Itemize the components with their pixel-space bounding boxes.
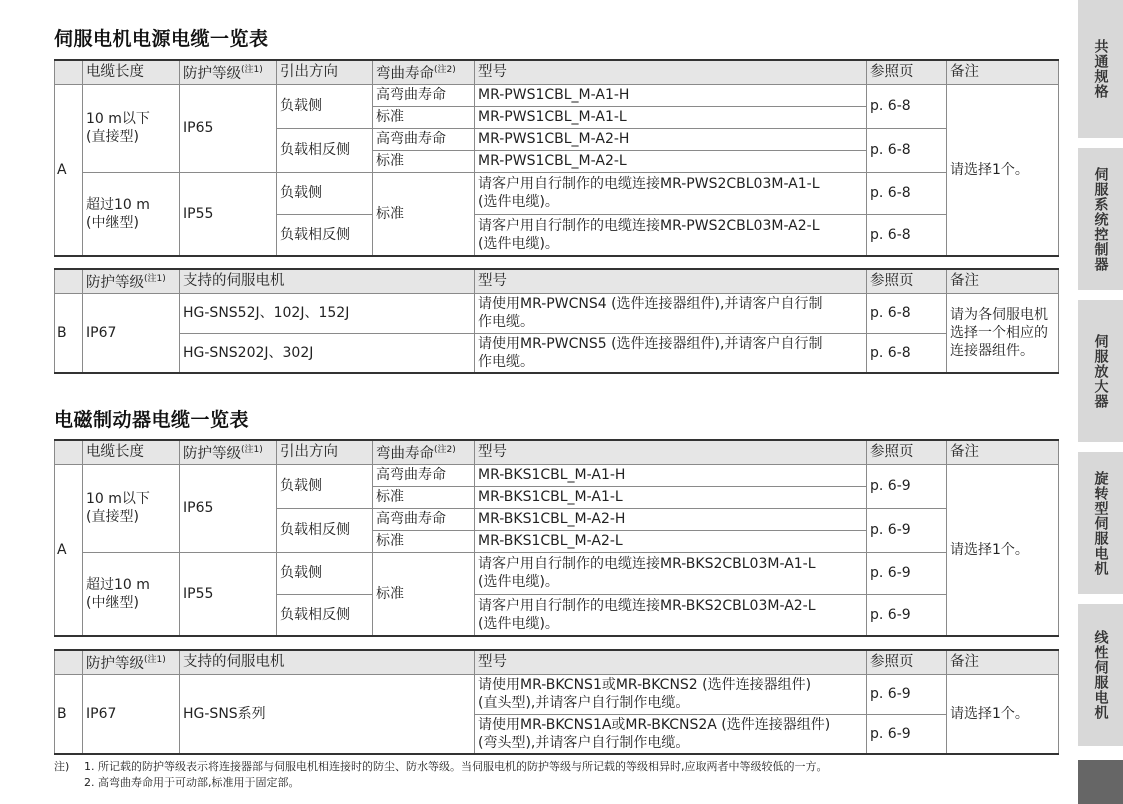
bend-high-life: 高弯曲寿命 [373, 128, 475, 150]
header-protection: 防护等级$^{(注1)}$ [180, 440, 277, 464]
header-ref-page: 参照页 [867, 60, 947, 84]
brake-cable-table-b [54, 649, 1059, 755]
header-protection: 防护等级$^{(注1)}$ [83, 650, 180, 674]
model-cell: MR-BKS1CBL_M-A1-H [475, 464, 867, 486]
header-cable-length: 电缆长度 [83, 440, 180, 464]
header-bend-life: 弯曲寿命$^{(注2)}$ [373, 60, 475, 84]
group-label-b: B [55, 293, 83, 373]
section-title-power-cable: 伺服电机电源电缆一览表 [54, 28, 269, 50]
header-model: 型号 [475, 440, 867, 464]
header-motors: 支持的伺服电机 [180, 650, 475, 674]
bend-standard: 标准 [373, 530, 475, 552]
cable-length-long: 超过10 m (中继型) [83, 172, 180, 256]
ref-page: p. 6-8 [867, 293, 947, 333]
model-cell: MR-BKS1CBL_M-A2-L [475, 530, 867, 552]
group-header-blank [55, 269, 83, 293]
direction-opposite: 负载相反侧 [277, 214, 373, 256]
supported-motor: HG-SNS202J、302J [180, 333, 475, 373]
protection-ip67: IP67 [83, 674, 180, 754]
tab-rotary-servo-motor[interactable]: 旋转型伺服电机 [1078, 452, 1123, 594]
header-model: 型号 [475, 60, 867, 84]
direction-opposite: 负载相反侧 [277, 594, 373, 636]
bend-high-life: 高弯曲寿命 [373, 508, 475, 530]
model-cell: 请使用MR-PWCNS5 (选件连接器组件),并请客户自行制 作电缆。 [475, 333, 867, 373]
header-ref-page: 参照页 [867, 269, 947, 293]
header-remarks: 备注 [947, 650, 1059, 674]
header-model: 型号 [475, 650, 867, 674]
brake-cable-table-a [54, 439, 1059, 637]
model-cell: MR-PWS1CBL_M-A1-H [475, 84, 867, 106]
cable-length-short: 10 m以下 (直接型) [83, 84, 180, 172]
bend-standard: 标准 [373, 552, 475, 636]
direction-load: 负载侧 [277, 84, 373, 128]
model-cell: MR-BKS1CBL_M-A1-L [475, 486, 867, 508]
tab-linear-servo-motor[interactable]: 线性伺服电机 [1078, 604, 1123, 746]
tab-active-marker [1078, 760, 1123, 804]
remarks-cell: 请为各伺服电机 选择一个相应的 连接器组件。 [947, 293, 1059, 373]
group-header-blank [55, 60, 83, 84]
header-remarks: 备注 [947, 269, 1059, 293]
bend-standard: 标准 [373, 172, 475, 256]
section-title-brake-cable: 电磁制动器电缆一览表 [54, 409, 250, 431]
header-protection: 防护等级$^{(注1)}$ [180, 60, 277, 84]
header-protection: 防护等级$^{(注1)}$ [83, 269, 180, 293]
remarks-cell: 请选择1个。 [947, 674, 1059, 754]
supported-motor: HG-SNS系列 [180, 674, 475, 754]
model-cell: MR-BKS1CBL_M-A2-H [475, 508, 867, 530]
bend-high-life: 高弯曲寿命 [373, 84, 475, 106]
ref-page: p. 6-9 [867, 714, 947, 754]
tab-common-spec[interactable]: 共通规格 [1078, 0, 1123, 138]
model-cell: MR-PWS1CBL_M-A2-H [475, 128, 867, 150]
group-header-blank [55, 440, 83, 464]
header-remarks: 备注 [947, 60, 1059, 84]
group-label-a: A [55, 84, 83, 256]
ref-page: p. 6-8 [867, 333, 947, 373]
header-cable-length: 电缆长度 [83, 60, 180, 84]
direction-opposite: 负载相反侧 [277, 508, 373, 552]
model-cell: 请客户用自行制作的电缆连接MR-PWS2CBL03M-A1-L (选件电缆)。 [475, 172, 867, 214]
ref-page: p. 6-9 [867, 508, 947, 552]
group-label-b: B [55, 674, 83, 754]
protection-ip55: IP55 [180, 172, 277, 256]
model-cell: 请客户用自行制作的电缆连接MR-BKS2CBL03M-A1-L (选件电缆)。 [475, 552, 867, 594]
power-cable-table-a [54, 59, 1059, 257]
ref-page: p. 6-9 [867, 464, 947, 508]
power-cable-table-b [54, 268, 1059, 374]
bend-high-life: 高弯曲寿命 [373, 464, 475, 486]
direction-load: 负载侧 [277, 172, 373, 214]
note-2: 2. 高弯曲寿命用于可动部,标准用于固定部。 [84, 776, 300, 789]
note-1: 1. 所记载的防护等级表示将连接器部与伺服电机相连接时的防尘、防水等级。当伺服电机的防护等级与所记载的等级相异时,应取两者中等级较低的一方。 [84, 760, 828, 773]
protection-ip67: IP67 [83, 293, 180, 373]
direction-opposite: 负载相反侧 [277, 128, 373, 172]
notes-label: 注) [54, 760, 70, 773]
tab-servo-amplifier[interactable]: 伺服放大器 [1078, 300, 1123, 442]
header-motors: 支持的伺服电机 [180, 269, 475, 293]
ref-page: p. 6-8 [867, 128, 947, 172]
ref-page: p. 6-8 [867, 214, 947, 256]
supported-motor: HG-SNS52J、102J、152J [180, 293, 475, 333]
ref-page: p. 6-8 [867, 84, 947, 128]
group-header-blank [55, 650, 83, 674]
remarks-cell: 请选择1个。 [947, 84, 1059, 256]
model-cell: 请客户用自行制作的电缆连接MR-PWS2CBL03M-A2-L (选件电缆)。 [475, 214, 867, 256]
model-cell: 请使用MR-BKCNS1A或MR-BKCNS2A (选件连接器组件) (弯头型),并请客户自行制作电缆。 [475, 714, 867, 754]
protection-ip65: IP65 [180, 84, 277, 172]
ref-page: p. 6-9 [867, 674, 947, 714]
model-cell: MR-PWS1CBL_M-A2-L [475, 150, 867, 172]
header-bend-life: 弯曲寿命$^{(注2)}$ [373, 440, 475, 464]
ref-page: p. 6-9 [867, 552, 947, 594]
group-label-a: A [55, 464, 83, 636]
model-cell: MR-PWS1CBL_M-A1-L [475, 106, 867, 128]
header-remarks: 备注 [947, 440, 1059, 464]
header-direction: 引出方向 [277, 440, 373, 464]
cable-length-long: 超过10 m (中继型) [83, 552, 180, 636]
model-cell: 请使用MR-PWCNS4 (选件连接器组件),并请客户自行制 作电缆。 [475, 293, 867, 333]
header-model: 型号 [475, 269, 867, 293]
model-cell: 请客户用自行制作的电缆连接MR-BKS2CBL03M-A2-L (选件电缆)。 [475, 594, 867, 636]
ref-page: p. 6-8 [867, 172, 947, 214]
model-cell: 请使用MR-BKCNS1或MR-BKCNS2 (选件连接器组件) (直头型),并请客户自行制作电缆。 [475, 674, 867, 714]
header-ref-page: 参照页 [867, 440, 947, 464]
remarks-cell: 请选择1个。 [947, 464, 1059, 636]
section-tab-sidebar [1078, 0, 1123, 804]
cable-length-short: 10 m以下 (直接型) [83, 464, 180, 552]
bend-standard: 标准 [373, 106, 475, 128]
header-direction: 引出方向 [277, 60, 373, 84]
header-ref-page: 参照页 [867, 650, 947, 674]
protection-ip65: IP65 [180, 464, 277, 552]
bend-standard: 标准 [373, 150, 475, 172]
ref-page: p. 6-9 [867, 594, 947, 636]
direction-load: 负载侧 [277, 464, 373, 508]
direction-load: 负载侧 [277, 552, 373, 594]
tab-servo-controller[interactable]: 伺服系统控制器 [1078, 148, 1123, 290]
bend-standard: 标准 [373, 486, 475, 508]
protection-ip55: IP55 [180, 552, 277, 636]
